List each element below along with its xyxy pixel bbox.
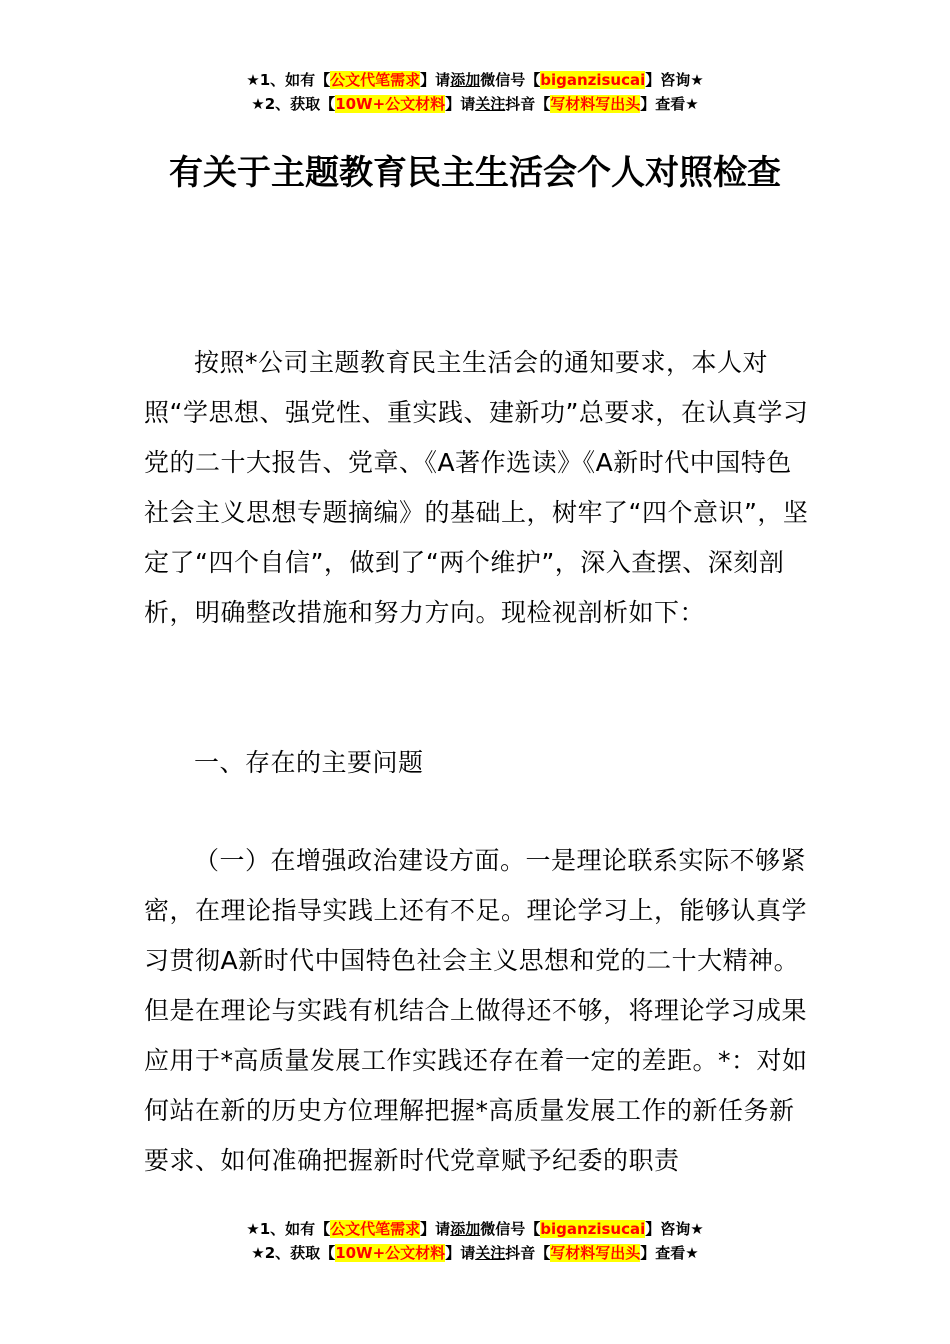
promo-line-1 <box>0 1217 950 1241</box>
promo-text: 】请 <box>445 1244 476 1262</box>
promo-text: ★1、如有【 <box>246 1220 331 1238</box>
section-heading-block <box>144 738 814 788</box>
promo-text: 抖音【 <box>505 95 551 113</box>
promo-highlight: biganzisucai <box>540 71 646 89</box>
promo-underline: 添加 <box>450 71 481 89</box>
intro-section <box>144 338 814 638</box>
promo-text: ★2、获取【 <box>251 95 336 113</box>
promo-highlight: 公文代笔需求 <box>330 1220 421 1238</box>
promo-highlight: 公文代笔需求 <box>330 71 421 89</box>
section-heading: 一、存在的主要问题 <box>194 748 424 777</box>
promo-underline: 关注 <box>475 95 506 113</box>
promo-text: ★2、获取【 <box>251 1244 336 1262</box>
promo-highlight: 写材料写出头 <box>550 95 641 113</box>
promo-text: 】请 <box>420 1220 451 1238</box>
promo-text: ★1、如有【 <box>246 71 331 89</box>
promo-underline: 添加 <box>450 1220 481 1238</box>
top-promo-banner <box>0 68 950 116</box>
promo-line-2 <box>0 92 950 116</box>
promo-highlight: 写材料写出头 <box>550 1244 641 1262</box>
promo-text: 抖音【 <box>505 1244 551 1262</box>
bottom-promo-banner <box>0 1217 950 1265</box>
intro-paragraph: 按照*公司主题教育民主生活会的通知要求，本人对照“学思想、强党性、重实践、建新功”总要求，在认真学习党的二十大报告、党章、《A著作选读》《A新时代中国特色社会主义思想专题摘编》的基础上，树牢了“四个意识”，坚定了“四个自信”，做到了“两个维护”，深入查摆、深刻剖析，明确整改措施和努力方向。现检视剖析如下： <box>144 348 809 627</box>
promo-underline: 关注 <box>475 1244 506 1262</box>
promo-highlight: 10W+公文材料 <box>335 95 446 113</box>
promo-highlight: 10W+公文材料 <box>335 1244 446 1262</box>
promo-text: 】查看★ <box>640 1244 699 1262</box>
document-title: 有关于主题教育民主生活会个人对照检查 <box>169 153 781 193</box>
promo-text: 】查看★ <box>640 95 699 113</box>
promo-line-2 <box>0 1241 950 1265</box>
promo-text: 】请 <box>445 95 476 113</box>
section-paragraph: （一）在增强政治建设方面。一是理论联系实际不够紧密，在理论指导实践上还有不足。理论学习上，能够认真学习贯彻A新时代中国特色社会主义思想和党的二十大精神。但是在理论与实践有机结合上做得还不够，将理论学习成果应用于*高质量发展工作实践还存在着一定的差距。*：对如何站在新的历史方位理解把握*高质量发展工作的新任务新要求、如何准确把握新时代党章赋予纪委的职责 <box>144 846 808 1175</box>
promo-text: 微信号【 <box>480 1220 541 1238</box>
promo-text: 】咨询★ <box>645 71 704 89</box>
section-body <box>144 836 814 1186</box>
promo-highlight: biganzisucai <box>540 1220 646 1238</box>
promo-text: 】咨询★ <box>645 1220 704 1238</box>
promo-text: 】请 <box>420 71 451 89</box>
promo-line-1 <box>0 68 950 92</box>
promo-text: 微信号【 <box>480 71 541 89</box>
